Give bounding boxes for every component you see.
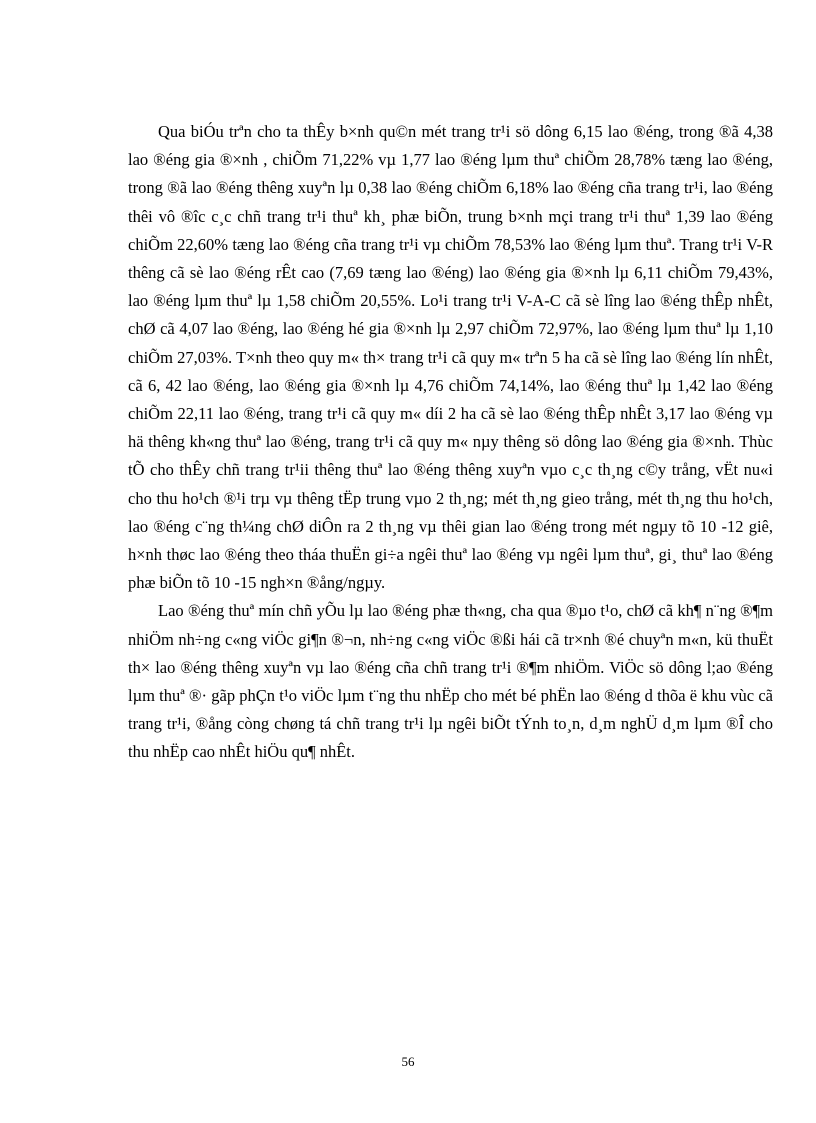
document-body: [128, 118, 773, 767]
paragraph-labor-statistics: Qua biÓu trªn cho ta thÊy b×nh qu©n mét trang tr¹i sö dông 6,15 lao ®éng, trong ®ã 4,38 lao ®éng gia ®×nh , chiÕm 71,22% vµ 1,77 lao ®éng lµm thuª chiÕm 28,78% tæng lao ®éng, trong ®ã lao ®éng thêng xuyªn lµ 0,38 lao ®éng chiÕm 6,18% lao ®éng cña trang tr¹i, lao ®éng thêi vô ®îc c¸c chñ trang tr¹i thuª kh¸ phæ biÕn, trung b×nh mçi trang tr¹i thuª 1,39 lao ®éng chiÕm 22,60% tæng lao ®éng cña trang tr¹i vµ chiÕm 78,53% lao ®éng lµm thuª. Trang tr¹i V-R thêng cã sè lao ®éng rÊt cao (7,69 tæng lao ®éng) lao ®éng gia ®×nh lµ 6,11 chiÕm 79,43%, lao ®éng lµm thuª lµ 1,58 chiÕm 20,55%. Lo¹i trang tr¹i V-A-C cã sè lîng lao ®éng thÊp nhÊt, chØ cã 4,07 lao ®éng, lao ®éng hé gia ®×nh lµ 2,97 chiÕm 72,97%, lao ®éng lµm thuª lµ 1,10 chiÕm 27,03%. T×nh theo quy m« th× trang tr¹i cã quy m« trªn 5 ha cã sè lîng lao ®éng lín nhÊt, cã 6, 42 lao ®éng, lao ®éng gia ®×nh lµ 4,76 chiÕm 74,14%, lao ®éng thuª lµ 1,42 lao ®éng chiÕm 22,11 lao ®éng, trang tr¹i cã quy m« díi 2 ha cã sè lao ®éng thÊp nhÊt 3,17 lao ®éng vµ hä thêng kh«ng thuª lao ®éng, trang tr¹i cã quy m« nµy thêng sö dông lao ®éng gia ®×nh. Thùc tÕ cho thÊy chñ trang tr¹ii thêng thuª lao ®éng thêng xuyªn vµo c¸c th¸ng c©y trång, vËt nu«i cho thu ho¹ch ®¹i trµ vµ thêng tËp trung vµo 2 th¸ng; mét th¸ng gieo trång, mét th¸ng thu ho¹ch, lao ®éng c¨ng th¼ng chØ diÔn ra 2 th¸ng vµ thêi gian lao ®éng trong mét ngµy tõ 10 -12 giê, h×nh thøc lao ®éng theo tháa thuËn gi÷a ngêi thuª lao ®éng vµ ngêi lµm thuª, gi¸ thuª lao ®éng phæ biÕn tõ 10 -15 ngh×n ®ång/ngµy.: [128, 122, 773, 593]
paragraph-hired-labor: Lao ®éng thuª mín chñ yÕu lµ lao ®éng phæ th«ng, cha qua ®µo t¹o, chØ cã kh¶ n¨ng ®¶m nhiÖm nh÷ng c«ng viÖc gi¶n ®¬n, nh÷ng c«ng viÖc ®ßi hái cã tr×nh ®é chuyªn m«n, kü thuËt th× lao ®éng thêng xuyªn vµ lao ®éng cña chñ trang tr¹i ®¶m nhiÖm. ViÖc sö dông l;ao ®éng lµm thuª ®· gãp phÇn t¹o viÖc lµm t¨ng thu nhËp cho mét bé phËn lao ®éng d thõa ë khu vùc cã trang tr¹i, ®ång còng chøng tá chñ trang tr¹i lµ ngêi biÕt tÝnh to¸n, d¸m nghÜ d¸m lµm ®Î cho thu nhËp cao nhÊt hiÖu qu¶ nhÊt.: [128, 601, 773, 762]
page-number: 56: [401, 1054, 415, 1069]
